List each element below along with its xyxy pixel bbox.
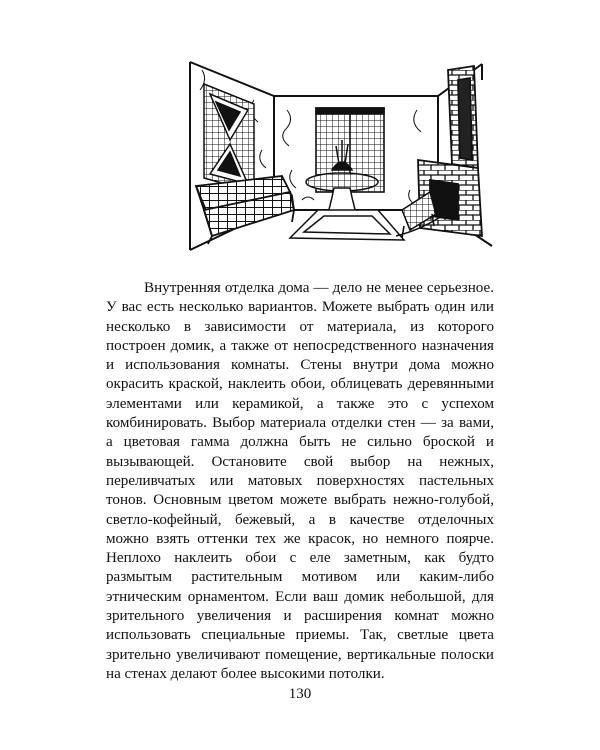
text-line: а цветовая гамма должна быть не сильно броской и: [106, 434, 494, 451]
text-line: У вас есть несколько вариантов. Можете выбрать один или: [106, 299, 494, 316]
room-illustration: [182, 60, 494, 256]
floor-rug: [290, 210, 404, 240]
text-line: и использования комнаты. Стены внутри дома можно: [106, 357, 494, 374]
text-line: использовать специальные приемы. Так, светлые цвета: [106, 627, 494, 644]
text-line: переливчатых или матовых поверхностях пастельных: [106, 472, 494, 489]
text-line: можно взять оттенки тех же красок, но немного поярче.: [106, 530, 494, 547]
text-line: построен домик, а также от непосредственного назначения: [106, 337, 494, 354]
text-line: несколько в зависимости от материала, из которого: [106, 318, 494, 335]
text-line: зрительного увеличения и расширения комнат можно: [106, 608, 494, 625]
text-line: светло-кофейный, бежевый, а в качестве отделочных: [106, 511, 494, 528]
text-line: на стенах делают более высокими потолки.: [106, 665, 385, 682]
text-line: тонов. Основным цветом можете выбрать нежно-голубой,: [106, 492, 494, 509]
text-line: Внутренняя отделка дома — дело не менее серьезное.: [144, 280, 494, 296]
text-line: Неплохо наклеить обои с еле заметным, как будто: [106, 550, 494, 567]
text-line: комбинировать. Выбор материала отделки стен — за вами,: [106, 415, 494, 432]
text-line: зрительно увеличивают помещение, вертикальные полоски: [106, 646, 494, 663]
text-line: окрасить краской, наклеить обои, облицевать деревянными: [106, 376, 494, 393]
text-line: этническим орнаментом. Если ваш домик небольшой, для: [106, 588, 494, 605]
sofa: [196, 176, 294, 244]
text-line: размытым растительным мотивом или каким-либо: [106, 569, 494, 586]
text-line: вызывающей. Остановите свой выбор на нежных,: [106, 453, 494, 470]
page-number: 130: [288, 686, 312, 702]
room-sketch-svg: [182, 60, 494, 256]
wall-tapestry: [204, 84, 254, 192]
text-line: элементами или керамикой, а также это с успехом: [106, 395, 494, 412]
body-paragraph: [106, 279, 494, 684]
